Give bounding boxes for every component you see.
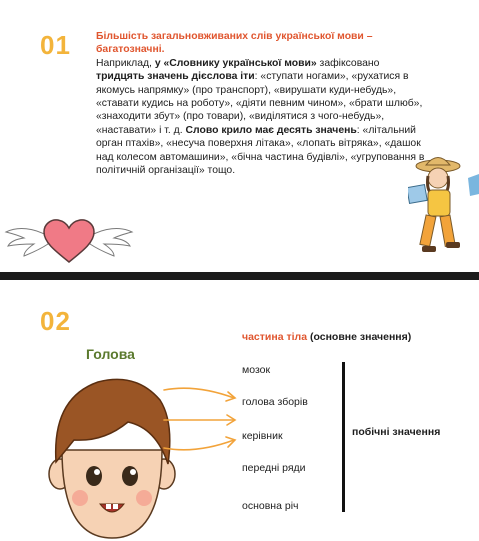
- slide-2: [0, 280, 479, 541]
- body-bold: Слово крило має десять значень: [185, 124, 357, 136]
- body-text: Наприклад,: [96, 57, 155, 69]
- meaning-item: передні ряди: [242, 462, 306, 474]
- meaning-item: керівник: [242, 430, 283, 442]
- meaning-item: мозок: [242, 364, 271, 376]
- arrows-icon: [160, 368, 240, 468]
- slide-number: 02: [40, 306, 71, 336]
- body-text: : «ступати ногами», «рухатися в якомусь напрямку» (про транспорт), «вирушати куди-небудь», «ставати кудись на роботу», «діяти певним чином», «брати шлюб», «знаходити збут» (про товари), «виділятися з чого-небудь», «наставати» і т. д.: [96, 71, 423, 136]
- meaning-item: основна річ: [242, 500, 299, 512]
- winged-heart-icon: [4, 206, 134, 266]
- body-bold: тридцять значень дієслова іти: [96, 71, 255, 83]
- slide-title: Більшість загальновживаних слів української мови – багатозначні.: [96, 31, 373, 56]
- main-meaning-note: (основне значення): [307, 331, 412, 343]
- slide-body: [96, 57, 428, 178]
- slide-number: 01: [40, 30, 71, 60]
- main-meaning: [242, 331, 411, 343]
- body-bold: у «Словнику української мови»: [154, 57, 317, 69]
- meaning-item: голова зборів: [242, 396, 308, 408]
- explorer-girl-icon: [408, 150, 479, 265]
- bracket-line: [342, 362, 345, 512]
- slide-text: [96, 30, 428, 177]
- side-meanings-label: побічні значення: [352, 426, 441, 438]
- main-meaning-word: частина тіла: [242, 331, 308, 343]
- body-text: : «літальний орган птахів», «несуча поверхня літака», «лопать вітряка», «дашок над колесом автомашини», «бічна частина будівлі», «угруповання в політичній організації» тощо.: [96, 124, 425, 177]
- body-text: зафіксовано: [316, 57, 380, 69]
- head-label: Голова: [86, 346, 135, 362]
- slide-divider: [0, 272, 479, 280]
